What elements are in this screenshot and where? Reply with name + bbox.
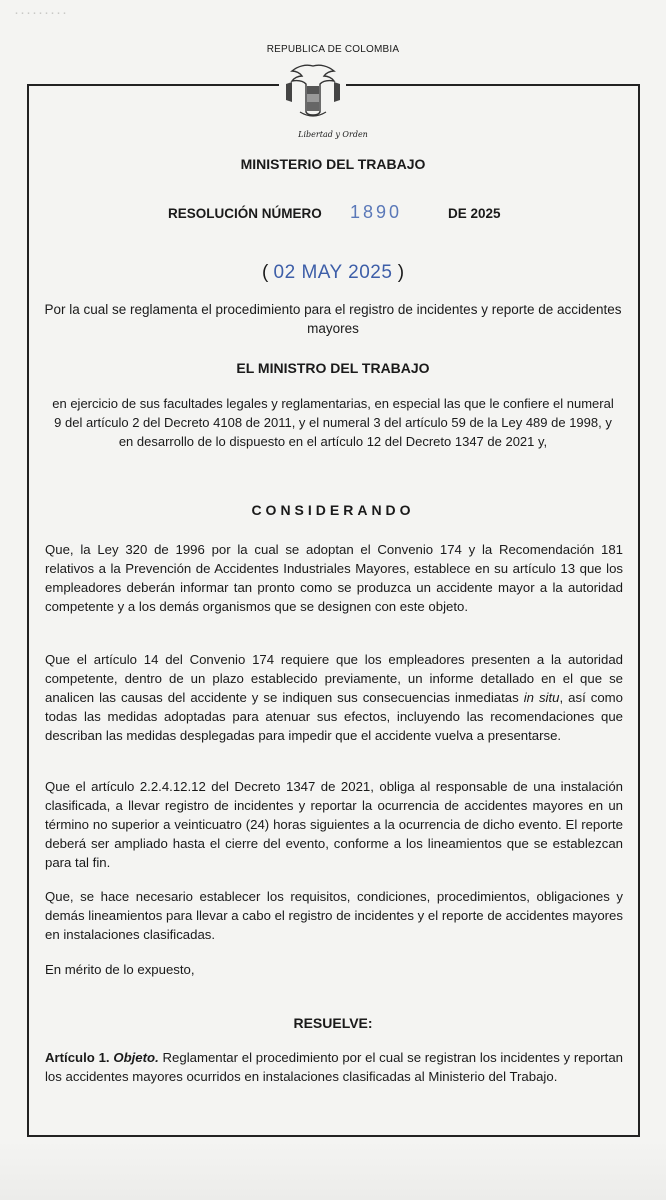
- consideration-paragraph: En mérito de lo expuesto,: [45, 962, 195, 977]
- issuer-heading: EL MINISTRO DEL TRABAJO: [236, 360, 430, 376]
- article-label: Artículo 1.: [45, 1050, 110, 1065]
- frame-top-left: [27, 84, 279, 86]
- considering-heading: CONSIDERANDO: [251, 502, 415, 518]
- frame-top-right: [346, 84, 640, 86]
- consideration-paragraph: Que el artículo 2.2.4.12.12 del Decreto 1347 de 2021, obliga al responsable de una instalación clasificada, a llevar registro de incidentes y reportar la ocurrencia de accidentes mayores en un término no superior a veinticuatro (24) horas siguientes a la ocurrencia de dicho evento. El reporte deberá ser ampliado hasta el cierre del evento, conforme a los lineamientos que se establezcan para tal fin.: [45, 779, 623, 870]
- date-stamp: 02 MAY 2025: [273, 262, 393, 283]
- resolution-number-stamp: 1890: [350, 202, 403, 222]
- consideration-text: Que el artículo 14 del Convenio 174 requiere que los empleadores presenten a la autoridad competente, dentro de un plazo establecido previamente, un informe detallado en el que se analicen las causas del accidente y se indiquen sus consecuencias inmediatas: [45, 652, 623, 705]
- country-name: REPUBLICA DE COLOMBIA: [266, 44, 400, 55]
- date-line: [40, 262, 626, 284]
- consideration-text: , así como todas las medidas adoptadas para atenuar sus efectos, incluyendo las recomendaciones que describan las medidas desplegadas para impedir que el accidente vuelva a presentarse.: [45, 690, 623, 743]
- consideration-paragraph: [45, 650, 623, 745]
- resolves-heading: RESUELVE:: [293, 1015, 373, 1031]
- consideration-paragraph: Que, la Ley 320 de 1996 por la cual se adoptan el Convenio 174 y la Recomendación 181 relativos a la Prevención de Accidentes Industriales Mayores, establece en su artículo 13 que los empleadores deberán informar tan pronto como se produzca un accidente mayor a la autoridad competente y a los demás organismos que se designen con este objeto.: [45, 542, 623, 614]
- article-title: Objeto.: [113, 1050, 159, 1065]
- article-1: [45, 1048, 623, 1086]
- preamble: en ejercicio de sus facultades legales y reglamentarias, en especial las que le confiere el numeral 9 del artículo 2 del Decreto 4108 de 2011, y el numeral 3 del artículo 59 de la Ley 489 de 1998, y en desarrollo de lo dispuesto en el artículo 12 del Decreto 1347 de 2021 y,: [52, 396, 614, 449]
- article-text: Reglamentar el procedimiento por el cual se registran los incidentes y reportan los accidentes mayores ocurridos en instalaciones clasificadas al Ministerio del Trabajo.: [45, 1050, 624, 1084]
- resolution-subject: Por la cual se reglamenta el procedimiento para el registro de incidentes y reporte de accidentes mayores: [44, 302, 622, 336]
- consideration-paragraph: Que, se hace necesario establecer los requisitos, condiciones, procedimientos, obligaciones y demás lineamientos para llevar a cabo el registro de incidentes y el reporte de accidentes mayores en instalaciones clasificadas.: [45, 889, 623, 942]
- resolution-label: RESOLUCIÓN NÚMERO: [168, 206, 322, 221]
- bleed-through-text: ·········: [14, 4, 68, 21]
- seal-motto: Libertad y Orden: [298, 130, 368, 139]
- date-open-paren: (: [261, 262, 269, 283]
- resolution-year: DE 2025: [448, 206, 501, 221]
- page-bottom-margin: [0, 1140, 666, 1200]
- consideration-italic: in situ: [523, 690, 560, 705]
- date-close-paren: ): [397, 262, 405, 283]
- ministry-title: MINISTERIO DEL TRABAJO: [240, 156, 426, 172]
